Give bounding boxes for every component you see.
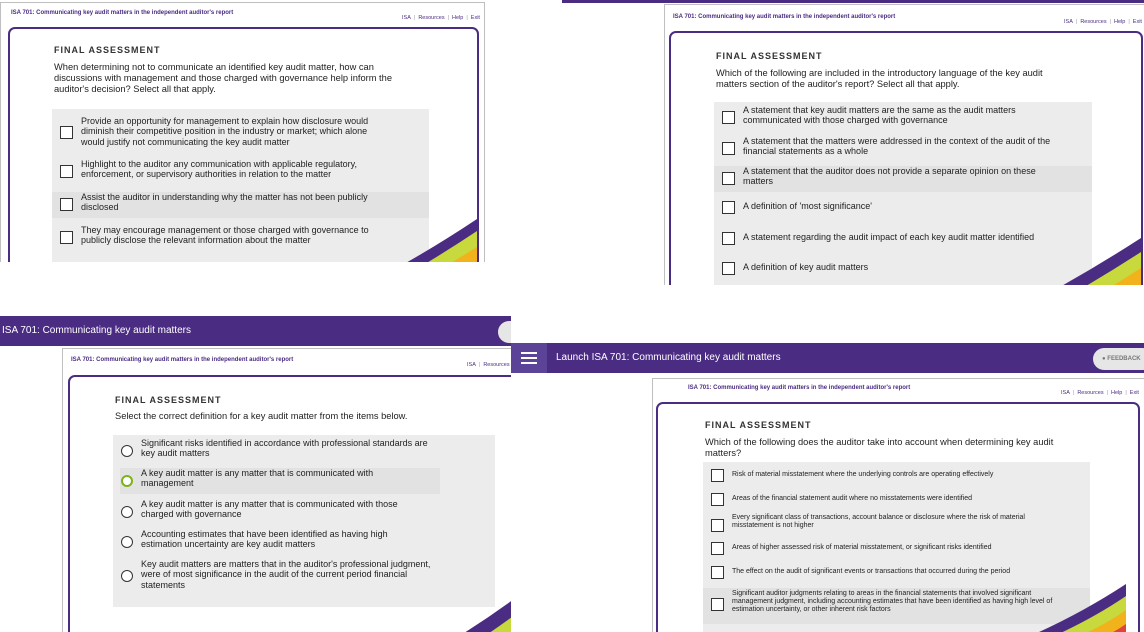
frame-links: ISA | Resources | Help | Exit [1064,19,1142,25]
frame-title: ISA 701: Communicating key audit matters in the independent auditor's report [11,10,234,16]
checkbox[interactable] [722,172,735,185]
options-list [113,435,495,607]
checkbox[interactable] [711,566,724,579]
frame-title: ISA 701: Communicating key audit matters in the independent auditor's report [673,14,896,20]
radio[interactable] [121,570,133,582]
top-bar [0,316,511,346]
assessment-card [68,375,511,632]
isa-link[interactable]: ISA [467,362,476,368]
option-label: Key audit matters are matters that in the auditor's professional judgment, were of most significance in the audit of the current period financial statements [141,559,431,590]
course-frame [0,2,485,262]
option-label: A definition of 'most significance' [743,201,873,211]
radio[interactable] [121,445,133,457]
option-label: A statement that the matters were addressed in the context of the audit of the financial statements as a whole [743,136,1051,157]
isa-link[interactable]: ISA [1064,19,1073,25]
option-label: Highlight to the auditor any communication with applicable regulatory, enforcement, or supervisory authorities in relation to the matter [81,159,357,180]
help-link[interactable]: Help [452,15,464,21]
option-4[interactable] [113,529,495,555]
option-label: The effect on the audit of significant events or transactions that occurred during the period [732,568,1011,575]
option-1[interactable] [52,116,429,152]
feedback-label: FEEDBACK [1107,356,1141,362]
option-label: A statement that key audit matters are the same as the audit matters communicated with those charged with governance [743,105,1016,126]
checkbox[interactable] [60,126,73,139]
question-text: Which of the following are included in the introductory language of the key audit matters section of the auditor's report? Select all that apply. [716,68,1043,90]
question-text: Which of the following does the auditor take into account when determining key audit matters? [705,437,1054,459]
option-label: Significant risks identified in accordance with professional standards are key audit matters [141,438,428,459]
screenshot-panel-2 [527,0,1144,285]
checkbox[interactable] [722,201,735,214]
option-label: A key audit matter is any matter that is communicated with those charged with governance [141,499,398,520]
decorative-swoosh [991,238,1141,285]
assessment-card [8,27,479,262]
option-label: Areas of higher assessed risk of material misstatement, or significant risks identified [732,544,992,551]
option-label: A key audit matter is any matter that is communicated with management [141,468,374,489]
option-1[interactable] [703,467,1090,485]
question-text: Select the correct definition for a key audit matter from the items below. [115,411,408,421]
course-frame [664,4,1144,285]
option-4[interactable] [714,198,1092,220]
help-link[interactable]: Help [1111,390,1123,396]
resources-link[interactable]: Resources [418,15,445,21]
checkbox[interactable] [722,111,735,124]
course-frame [652,378,1144,632]
exit-link[interactable]: Exit [1129,390,1139,396]
option-1[interactable] [714,105,1092,131]
option-3[interactable] [52,192,429,218]
chat-icon: ● [1102,356,1106,362]
option-label: Areas of the financial statement audit where no misstatements were identified [732,495,973,502]
option-4[interactable] [703,540,1090,558]
checkbox[interactable] [711,598,724,611]
menu-button[interactable] [511,343,547,373]
option-label: Provide an opportunity for management to explain how disclosure would diminish their competitive position in the industry or market; which alone would justify not communicating the key audit matter [81,116,369,147]
screenshot-panel-3 [0,316,511,632]
frame-links: ISA | Resources | Help | Exit [1061,390,1139,396]
top-bar [511,343,1144,373]
isa-link[interactable]: ISA [402,15,411,21]
option-label: Risk of material misstatement where the underlying controls are operating effectively [732,471,994,478]
resources-link[interactable]: Resources [1080,19,1107,25]
exit-link[interactable]: Exit [470,15,480,21]
course-frame [62,348,511,632]
option-label: Assist the auditor in understanding why the matter has not been publicly disclosed [81,192,368,213]
decorative-swoosh [996,584,1126,632]
option-3[interactable] [113,499,495,525]
isa-link[interactable]: ISA [1061,390,1070,396]
checkbox[interactable] [711,493,724,506]
resources-link[interactable]: Resources [483,362,510,368]
radio[interactable] [121,536,133,548]
option-1[interactable] [113,438,495,464]
option-5[interactable] [703,564,1090,582]
checkbox[interactable] [60,231,73,244]
checkbox[interactable] [722,262,735,275]
checkbox[interactable] [722,142,735,155]
option-label: A definition of key audit matters [743,262,869,272]
section-label: FINAL ASSESSMENT [716,51,823,61]
decorative-swoosh [390,587,511,632]
checkbox[interactable] [60,198,73,211]
checkbox[interactable] [711,469,724,482]
option-label: Significant auditor judgments relating to areas in the financial statements that involved significant management judgment, including accounting estimates that have been identified as having high level of estimation uncertainty, or other inherent risk factors [732,590,1053,614]
option-label: A statement regarding the audit impact of each key audit matter identified [743,232,1035,242]
assessment-card [656,402,1140,632]
screenshot-panel-1 [0,0,526,262]
frame-title: ISA 701: Communicating key audit matters in the independent auditor's report [71,357,294,363]
checkbox[interactable] [60,165,73,178]
option-2[interactable] [703,491,1090,509]
option-label: Accounting estimates that have been identified as having high estimation uncertainty are key audit matters [141,529,388,550]
option-2[interactable] [120,468,440,494]
checkbox[interactable] [722,232,735,245]
decorative-swoosh [337,219,477,262]
frame-title: ISA 701: Communicating key audit matters in the independent auditor's report [688,385,911,391]
section-label: FINAL ASSESSMENT [54,45,161,55]
help-link[interactable]: Help [1114,19,1126,25]
checkbox[interactable] [711,542,724,555]
option-2[interactable] [52,159,429,185]
option-label: A statement that the auditor does not provide a separate opinion on these matters [743,166,1036,187]
frame-links: ISA | Resources | Help | Exit [402,15,480,21]
checkbox[interactable] [711,519,724,532]
option-label: Every significant class of transactions, account balance or disclosure where the risk of material misstatement is not higher [732,514,1025,530]
screenshot-panel-4 [511,343,1144,632]
radio[interactable] [121,506,133,518]
resources-link[interactable]: Resources [1077,390,1104,396]
section-label: FINAL ASSESSMENT [705,420,812,430]
option-3[interactable] [714,166,1092,192]
radio-selected[interactable] [121,475,133,487]
assessment-card [669,31,1143,285]
option-label: They may encourage management or those charged with governance to publicly disclose the relevant information about the matter [81,225,369,246]
frame-links: ISA | Resources [467,362,510,368]
question-text: When determining not to communicate an identified key audit matter, how can discussions with management and those charged with governance help inform the auditor's decision? Select all that apply. [54,62,392,95]
exit-link[interactable]: Exit [1132,19,1142,25]
feedback-button[interactable] [498,321,511,343]
hamburger-icon [521,352,537,364]
option-3[interactable] [703,514,1090,538]
bar-title: Launch ISA 701: Communicating key audit matters [556,352,781,363]
top-bar-fragment [562,0,1144,3]
option-2[interactable] [714,136,1092,162]
feedback-button[interactable] [1093,348,1144,370]
section-label: FINAL ASSESSMENT [115,395,222,405]
bar-title: ISA 701: Communicating key audit matters [2,325,191,336]
